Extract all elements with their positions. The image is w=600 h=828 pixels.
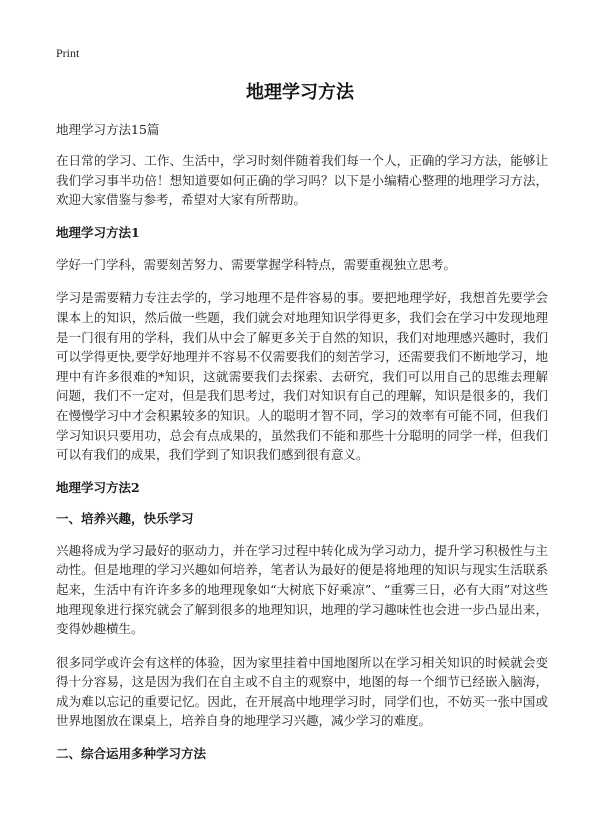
subheading-methods: 二、综合运用多种学习方法 bbox=[56, 746, 207, 762]
section-2-paragraph-1: 兴趣将成为学习最好的驱动力，并在学习过程中转化成为学习动力，提升学习积极性与主动性。但是地理的学习兴趣如何培养，笔者认为最好的便是将地理的知识与现实生活联系起来，生活中有许许多多的地理现象如“大树底下好乘凉”、“重雾三日，必有大雨”对这些地理现象进行探究就会了解到很多的地理知识，地理的学习趣味性也会进一步凸显出来，变得妙趣横生。 bbox=[56, 542, 548, 637]
subheading-interest: 一、培养兴趣，快乐学习 bbox=[56, 510, 194, 526]
document-subtitle: 地理学习方法15篇 bbox=[56, 122, 160, 137]
intro-paragraph: 在日常的学习、工作、生活中，学习时刻伴随着我们每一个人，正确的学习方法，能够让我们学习事半功倍！想知道要如何正确的学习吗？以下是小编精心整理的地理学习方法，欢迎大家借鉴与参考，希望对大家有所帮助。 bbox=[56, 153, 548, 208]
section-heading-2: 地理学习方法2 bbox=[56, 479, 140, 495]
document-body bbox=[56, 121, 548, 776]
section-1-paragraph-2: 学习是需要精力专注去学的，学习地理不是件容易的事。要把地理学好，我想首先要学会课本上的知识，然后做一些题，我们就会对地理知识学得更多，我们会在学习中发现地理是一门很有用的学科，我们从中会了解更多关于自然的知识，我们对地理感兴趣时，我们可以学得更快,要学好地理并不容易不仅需要我们的刻苦学习，还需要我们不断地学习，地理中有许多很难的*知识，这就需要我们去探索、去研究，我们可以用自己的思维去理解问题，我们不一定对，但是我们思考过，我们对知识有自己的理解，知识是很多的，我们在慢慢学习中才会积累较多的知识。人的聪明才智不同，学习的效率有可能不同，但我们学习知识只要用功，总会有点成果的，虽然我们不能和那些十分聪明的同学一样，但我们可以有我们的成果，我们学到了知识我们感到很有意义。 bbox=[56, 290, 548, 463]
document-title: 地理学习方法 bbox=[246, 82, 354, 103]
print-label: Print bbox=[56, 46, 80, 60]
section-heading-1: 地理学习方法1 bbox=[56, 224, 140, 240]
section-2-paragraph-2: 很多同学或许会有这样的体验，因为家里挂着中国地图所以在学习相关知识的时候就会变得十分容易，这是因为我们在自主或不自主的观察中，地图的每一个细节已经嵌入脑海，成为难以忘记的重要记忆。因此，在开展高中地理学习时，同学们也，不妨买一张中国或世界地图放在课桌上，培养自身的地理学习兴趣，减少学习的难度。 bbox=[56, 654, 548, 729]
section-1-paragraph-1: 学好一门学科，需要刻苦努力、需要掌握学科特点，需要重视独立思考。 bbox=[56, 256, 457, 272]
